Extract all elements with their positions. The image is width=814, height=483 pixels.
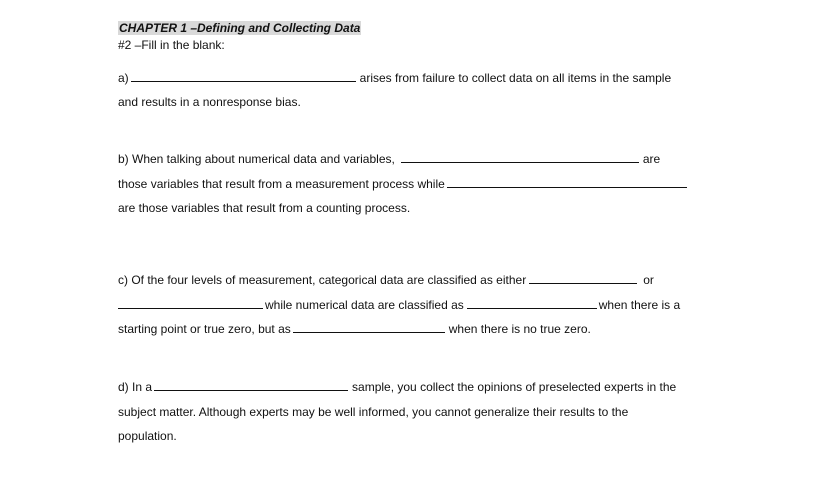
question-a-line1: [118, 70, 671, 86]
question-c-text3: while numerical data are classified as: [265, 298, 464, 312]
blank-c2[interactable]: [118, 297, 263, 309]
exercise-subtitle: #2 –Fill in the blank:: [118, 38, 225, 52]
question-c-line2: [118, 297, 680, 313]
question-b-line1: [118, 151, 660, 167]
question-d-text1: sample, you collect the opinions of preselected experts in the: [352, 380, 677, 394]
blank-b1[interactable]: [401, 151, 639, 163]
question-b-text2: are: [642, 152, 661, 166]
chapter-title-line: [118, 20, 361, 36]
question-d-line3: population.: [118, 429, 177, 443]
question-c-text4: when there is a: [598, 298, 681, 312]
question-c-line3: [118, 321, 591, 337]
question-d-prefix: d) In a: [118, 380, 153, 394]
question-d-line2: subject matter. Although experts may be well informed, you cannot generalize their results to the: [118, 405, 629, 419]
question-a-line2: and results in a nonresponse bias.: [118, 95, 301, 109]
blank-c3[interactable]: [467, 297, 597, 309]
question-d-line1: [118, 379, 676, 395]
question-b-text3: those variables that result from a measurement process while: [118, 177, 445, 191]
blank-a1[interactable]: [131, 70, 356, 82]
blank-b2[interactable]: [447, 176, 687, 188]
question-b-line3: are those variables that result from a counting process.: [118, 201, 411, 215]
question-c-line1: [118, 272, 654, 288]
question-c-text1: c) Of the four levels of measurement, categorical data are classified as either: [118, 273, 527, 287]
blank-c1[interactable]: [529, 272, 637, 284]
question-b-text1: b) When talking about numerical data and variables,: [118, 152, 395, 166]
question-c-text2: or: [643, 273, 654, 287]
question-c-text5: starting point or true zero, but as: [118, 322, 291, 336]
question-a-text: arises from failure to collect data on all items in the sample: [359, 71, 672, 85]
question-a-prefix: a): [118, 71, 129, 85]
question-b-line2: [118, 176, 687, 192]
blank-c4[interactable]: [293, 321, 445, 333]
blank-d1[interactable]: [154, 379, 348, 391]
question-c-text6: when there is no true zero.: [448, 322, 591, 336]
chapter-title: CHAPTER 1 –Defining and Collecting Data: [119, 21, 361, 35]
